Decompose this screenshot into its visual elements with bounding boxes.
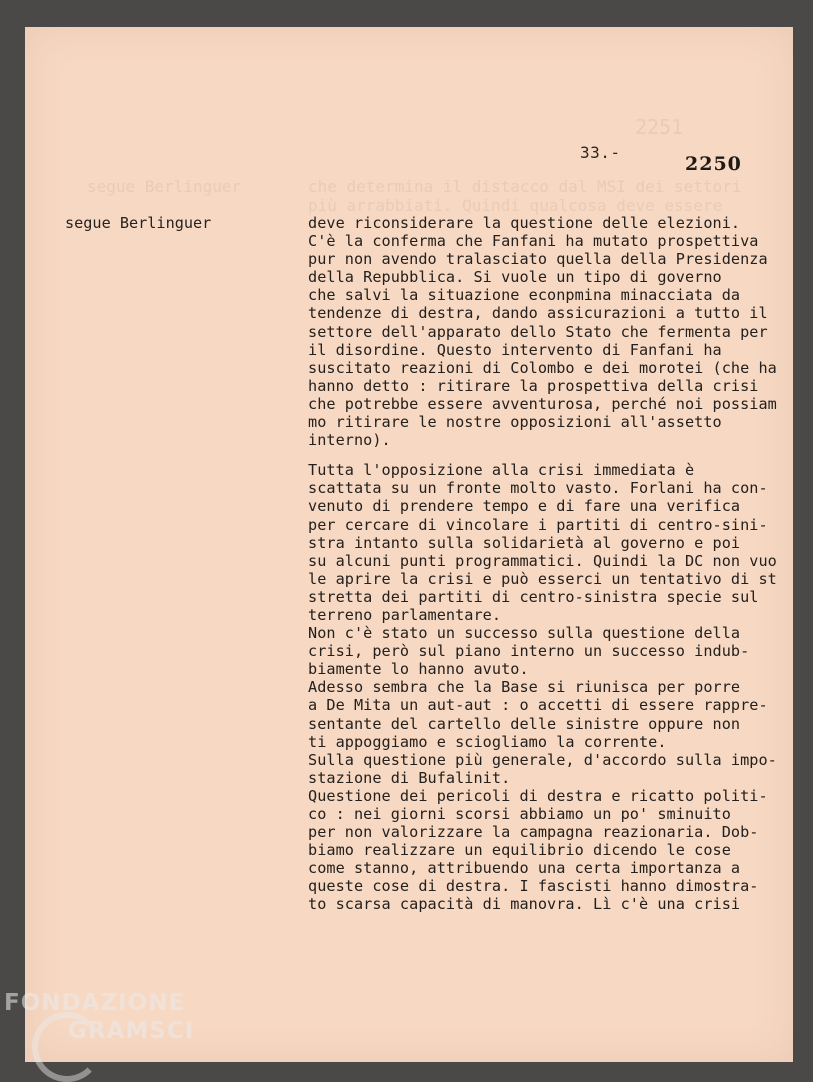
text-line: su alcuni punti programmatici. Quindi la DC non vuo bbox=[308, 551, 777, 570]
text-line: terreno parlamentare. bbox=[308, 605, 502, 624]
text-line: che salvi la situazione econpmina minacciata da bbox=[308, 286, 741, 305]
minutes-body bbox=[308, 214, 786, 914]
watermark-line-1: FONDAZIONE bbox=[4, 990, 186, 1016]
text-line: il disordine. Questo intervento di Fanfani ha bbox=[308, 340, 722, 359]
text-line: tendenze di destra, dando assicurazioni a tutto il bbox=[308, 304, 768, 323]
document-page bbox=[25, 27, 793, 1062]
watermark-line-2: GRAMSCI bbox=[68, 1018, 195, 1044]
bleed-through-text: segue Berlinguer bbox=[87, 177, 242, 196]
text-line: le aprire la crisi e può esserci un tentativo di st bbox=[308, 569, 777, 588]
text-line: ti appoggiamo e sciogliamo la corrente. bbox=[308, 732, 667, 751]
text-line: hanno detto : ritirare la prospettiva della crisi bbox=[308, 376, 759, 395]
text-line: stretta dei partiti di centro-sinistra specie sul bbox=[308, 587, 759, 606]
text-line: settore dell'apparato dello Stato che fermenta per bbox=[308, 322, 768, 341]
text-line: interno). bbox=[308, 431, 391, 450]
text-line: venuto di prendere tempo e di fare una verifica bbox=[308, 497, 741, 516]
text-line: per non valorizzare la campagna reazionaria. Dob- bbox=[308, 823, 759, 842]
text-line: Tutta l'opposizione alla crisi immediata è bbox=[308, 461, 695, 480]
page-number: 33.- bbox=[580, 143, 621, 162]
text-line: della Repubblica. Si vuole un tipo di governo bbox=[308, 268, 722, 287]
archive-stamp-number: 2250 bbox=[685, 153, 742, 175]
text-line: per cercare di vincolare i partiti di centro-sini- bbox=[308, 515, 768, 534]
text-line: deve riconsiderare la questione delle elezioni. bbox=[308, 214, 741, 232]
text-line: come stanno, attribuendo una certa importanza a bbox=[308, 859, 741, 878]
text-line: crisi, però sul piano interno un successo indub- bbox=[308, 642, 750, 661]
text-line: biamo realizzare un equilibrio dicendo le cose bbox=[308, 841, 731, 860]
text-line: co : nei giorni scorsi abbiamo un po' sminuito bbox=[308, 805, 731, 823]
text-line: Sulla questione più generale, d'accordo sulla impo- bbox=[308, 750, 777, 769]
text-line: stra intanto sulla solidarietà al governo e poi bbox=[308, 533, 741, 552]
text-line: queste cose di destra. I fascisti hanno dimostra- bbox=[308, 877, 759, 896]
text-line: pur non avendo tralasciato quella della Presidenza bbox=[308, 250, 768, 269]
speaker-label: segue Berlinguer bbox=[65, 214, 212, 232]
text-line: mo ritirare le nostre opposizioni all'assetto bbox=[308, 413, 722, 432]
text-line: biamente lo hanno avuto. bbox=[308, 660, 529, 679]
paragraph-1 bbox=[308, 214, 786, 449]
text-line: Questione dei pericoli di destra e ricatto politi- bbox=[308, 786, 768, 805]
bleed-through-text: 2251 bbox=[635, 115, 684, 139]
text-line: C'è la conferma che Fanfani ha mutato prospettiva bbox=[308, 232, 759, 251]
paragraph-2 bbox=[308, 461, 786, 913]
text-line: to scarsa capacità di manovra. Lì c'è una crisi bbox=[308, 895, 741, 914]
text-line: Non c'è stato un successo sulla questione della bbox=[308, 624, 741, 643]
text-line: sentante del cartello delle sinistre oppure non bbox=[308, 714, 741, 733]
text-line: che potrebbe essere avventurosa, perché noi possiam bbox=[308, 394, 777, 413]
text-line: stazione di Bufalinit. bbox=[308, 768, 511, 787]
bleed-through-text: che determina il distacco dal MSI dei settori più arrabbiati. Quindi qualcosa deve essere bbox=[308, 177, 742, 215]
text-line: Adesso sembra che la Base si riunisca per porre bbox=[308, 678, 741, 697]
text-line: a De Mita un aut-aut : o accetti di essere rappre- bbox=[308, 696, 768, 715]
text-line: scattata su un fronte molto vasto. Forlani ha con- bbox=[308, 479, 768, 498]
text-line: suscitato reazioni di Colombo e dei morotei (che ha bbox=[308, 358, 777, 377]
